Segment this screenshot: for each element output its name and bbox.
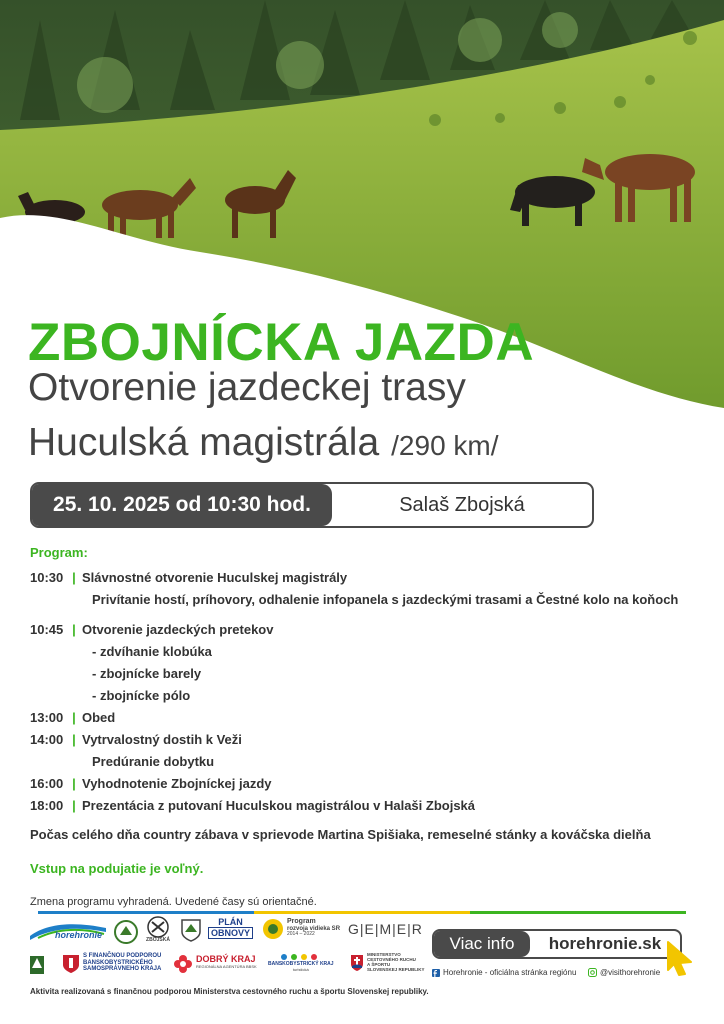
- event-date: 25. 10. 2025 od 10:30 hod.: [32, 484, 332, 526]
- program-note: Počas celého dňa country zábava v sprievode Martina Spišiaka, remeselné stánky a kováčska dielňa: [30, 827, 651, 842]
- program-item: [30, 566, 690, 588]
- program-time: 10:30: [30, 569, 64, 585]
- program-item: [30, 794, 690, 816]
- program-time: 16:00: [30, 775, 64, 791]
- program-text: - zbojnícke barely: [92, 665, 202, 681]
- plan-obnovy-logo: PLÁN OBNOVY: [208, 917, 253, 939]
- crest-icon: [180, 918, 202, 942]
- program-time: 13:00: [30, 709, 64, 725]
- facebook-label: Horehronie - oficiálna stránka regiónu: [443, 968, 577, 977]
- bbsk-crest-icon: [62, 954, 80, 974]
- program-item: [30, 728, 690, 750]
- horehronie-logo-text: horehronie: [55, 930, 103, 940]
- cursor-icon: [665, 940, 695, 981]
- program-text: - zbojnícke pólo: [92, 687, 191, 703]
- zbojska-logo: ZBOJSKÁ: [146, 916, 170, 944]
- program-subitem: [30, 640, 690, 662]
- instagram-icon: [588, 968, 597, 977]
- separator: |: [72, 621, 76, 637]
- program-text: Predúranie dobytku: [92, 753, 215, 769]
- event-subtitle: Otvorenie jazdeckej trasy: [28, 366, 466, 409]
- program-item: [30, 618, 690, 640]
- program-text: Otvorenie jazdeckých pretekov: [82, 621, 274, 637]
- program-subitem: [30, 750, 690, 772]
- program-text: - zdvíhanie klobúka: [92, 643, 212, 659]
- separator: |: [72, 709, 76, 725]
- change-note: Zmena programu vyhradená. Uvedené časy sú orientačné.: [30, 896, 317, 908]
- more-info-bar[interactable]: [432, 929, 682, 959]
- event-place: Salaš Zbojská: [399, 493, 525, 516]
- website-link[interactable]: horehronie.sk: [548, 934, 662, 953]
- route-title: Huculská magistrála: [28, 421, 380, 464]
- program-time: 14:00: [30, 731, 64, 747]
- program-subitem: [30, 588, 690, 610]
- prv-logo: Program rozvoja vidieka SR 2014 – 2022: [287, 918, 341, 938]
- more-info-label: Viac info: [434, 931, 530, 957]
- instagram-label: @visithorehronie: [600, 968, 661, 977]
- separator: |: [72, 731, 76, 747]
- instagram-info[interactable]: [588, 968, 660, 977]
- emblem-icon: [114, 920, 138, 944]
- sk-crest-icon: [350, 954, 364, 972]
- footer-note: Aktivita realizovaná s finančnou podporou Ministerstva cestovného ruchu a športu Slovenskej republiky.: [30, 987, 429, 996]
- program-time: 10:45: [30, 621, 64, 637]
- program-subitem: [30, 684, 690, 706]
- date-place-bar: [30, 482, 594, 528]
- free-entry-note: Vstup na podujatie je voľný.: [30, 861, 204, 876]
- program-list: [30, 566, 690, 816]
- separator: |: [72, 797, 76, 813]
- program-heading: Program:: [30, 545, 88, 560]
- separator: |: [72, 775, 76, 791]
- separator: |: [72, 569, 76, 585]
- color-divider: [38, 911, 686, 914]
- bb-kraj-logo: BANSKOBYSTRICKÝ KRAJ turistická: [268, 952, 334, 972]
- program-text: Slávnostné otvorenie Huculskej magistrály: [82, 569, 348, 585]
- facebook-info[interactable]: [432, 968, 576, 977]
- facebook-icon: [432, 969, 440, 977]
- program-text: Privítanie hostí, príhovory, odhalenie infopanela s jazdeckými trasami a Čestné kolo na koňoch: [92, 591, 679, 607]
- bbsk-logo: S FINANČNOU PODPOROU BANSKOBYSTRICKÉHO SAMOSPRÁVNEHO KRAJA: [83, 953, 162, 973]
- program-text: Obed: [82, 709, 116, 725]
- program-text: Vyhodnotenie Zbojníckej jazdy: [82, 775, 272, 791]
- program-time: 18:00: [30, 797, 64, 813]
- dobry-kraj-logo: DOBRÝ KRAJ REGIONÁLNA AGENTÚRA BBSK: [196, 954, 257, 969]
- prv-emblem-icon: [262, 918, 284, 940]
- program-text: Vytrvalostný dostih k Veži: [82, 731, 242, 747]
- program-text: Prezentácia z putovaní Huculskou magistrálou v Halaši Zbojská: [82, 797, 476, 813]
- route-distance: /290 km/: [391, 430, 499, 461]
- program-item: [30, 772, 690, 794]
- tree-icon: [30, 956, 44, 974]
- ministry-logo: MINISTERSTVO CESTOVNÉHO RUCHU A ŠPORTU SLOVENSKEJ REPUBLIKY: [367, 952, 425, 972]
- event-title: ZBOJNÍCKA JAZDA: [28, 313, 535, 372]
- flower-icon: [173, 954, 193, 974]
- route-name: [28, 421, 499, 465]
- program-item: [30, 706, 690, 728]
- gemer-logo: G|E|M|E|R: [348, 921, 423, 937]
- program-subitem: [30, 662, 690, 684]
